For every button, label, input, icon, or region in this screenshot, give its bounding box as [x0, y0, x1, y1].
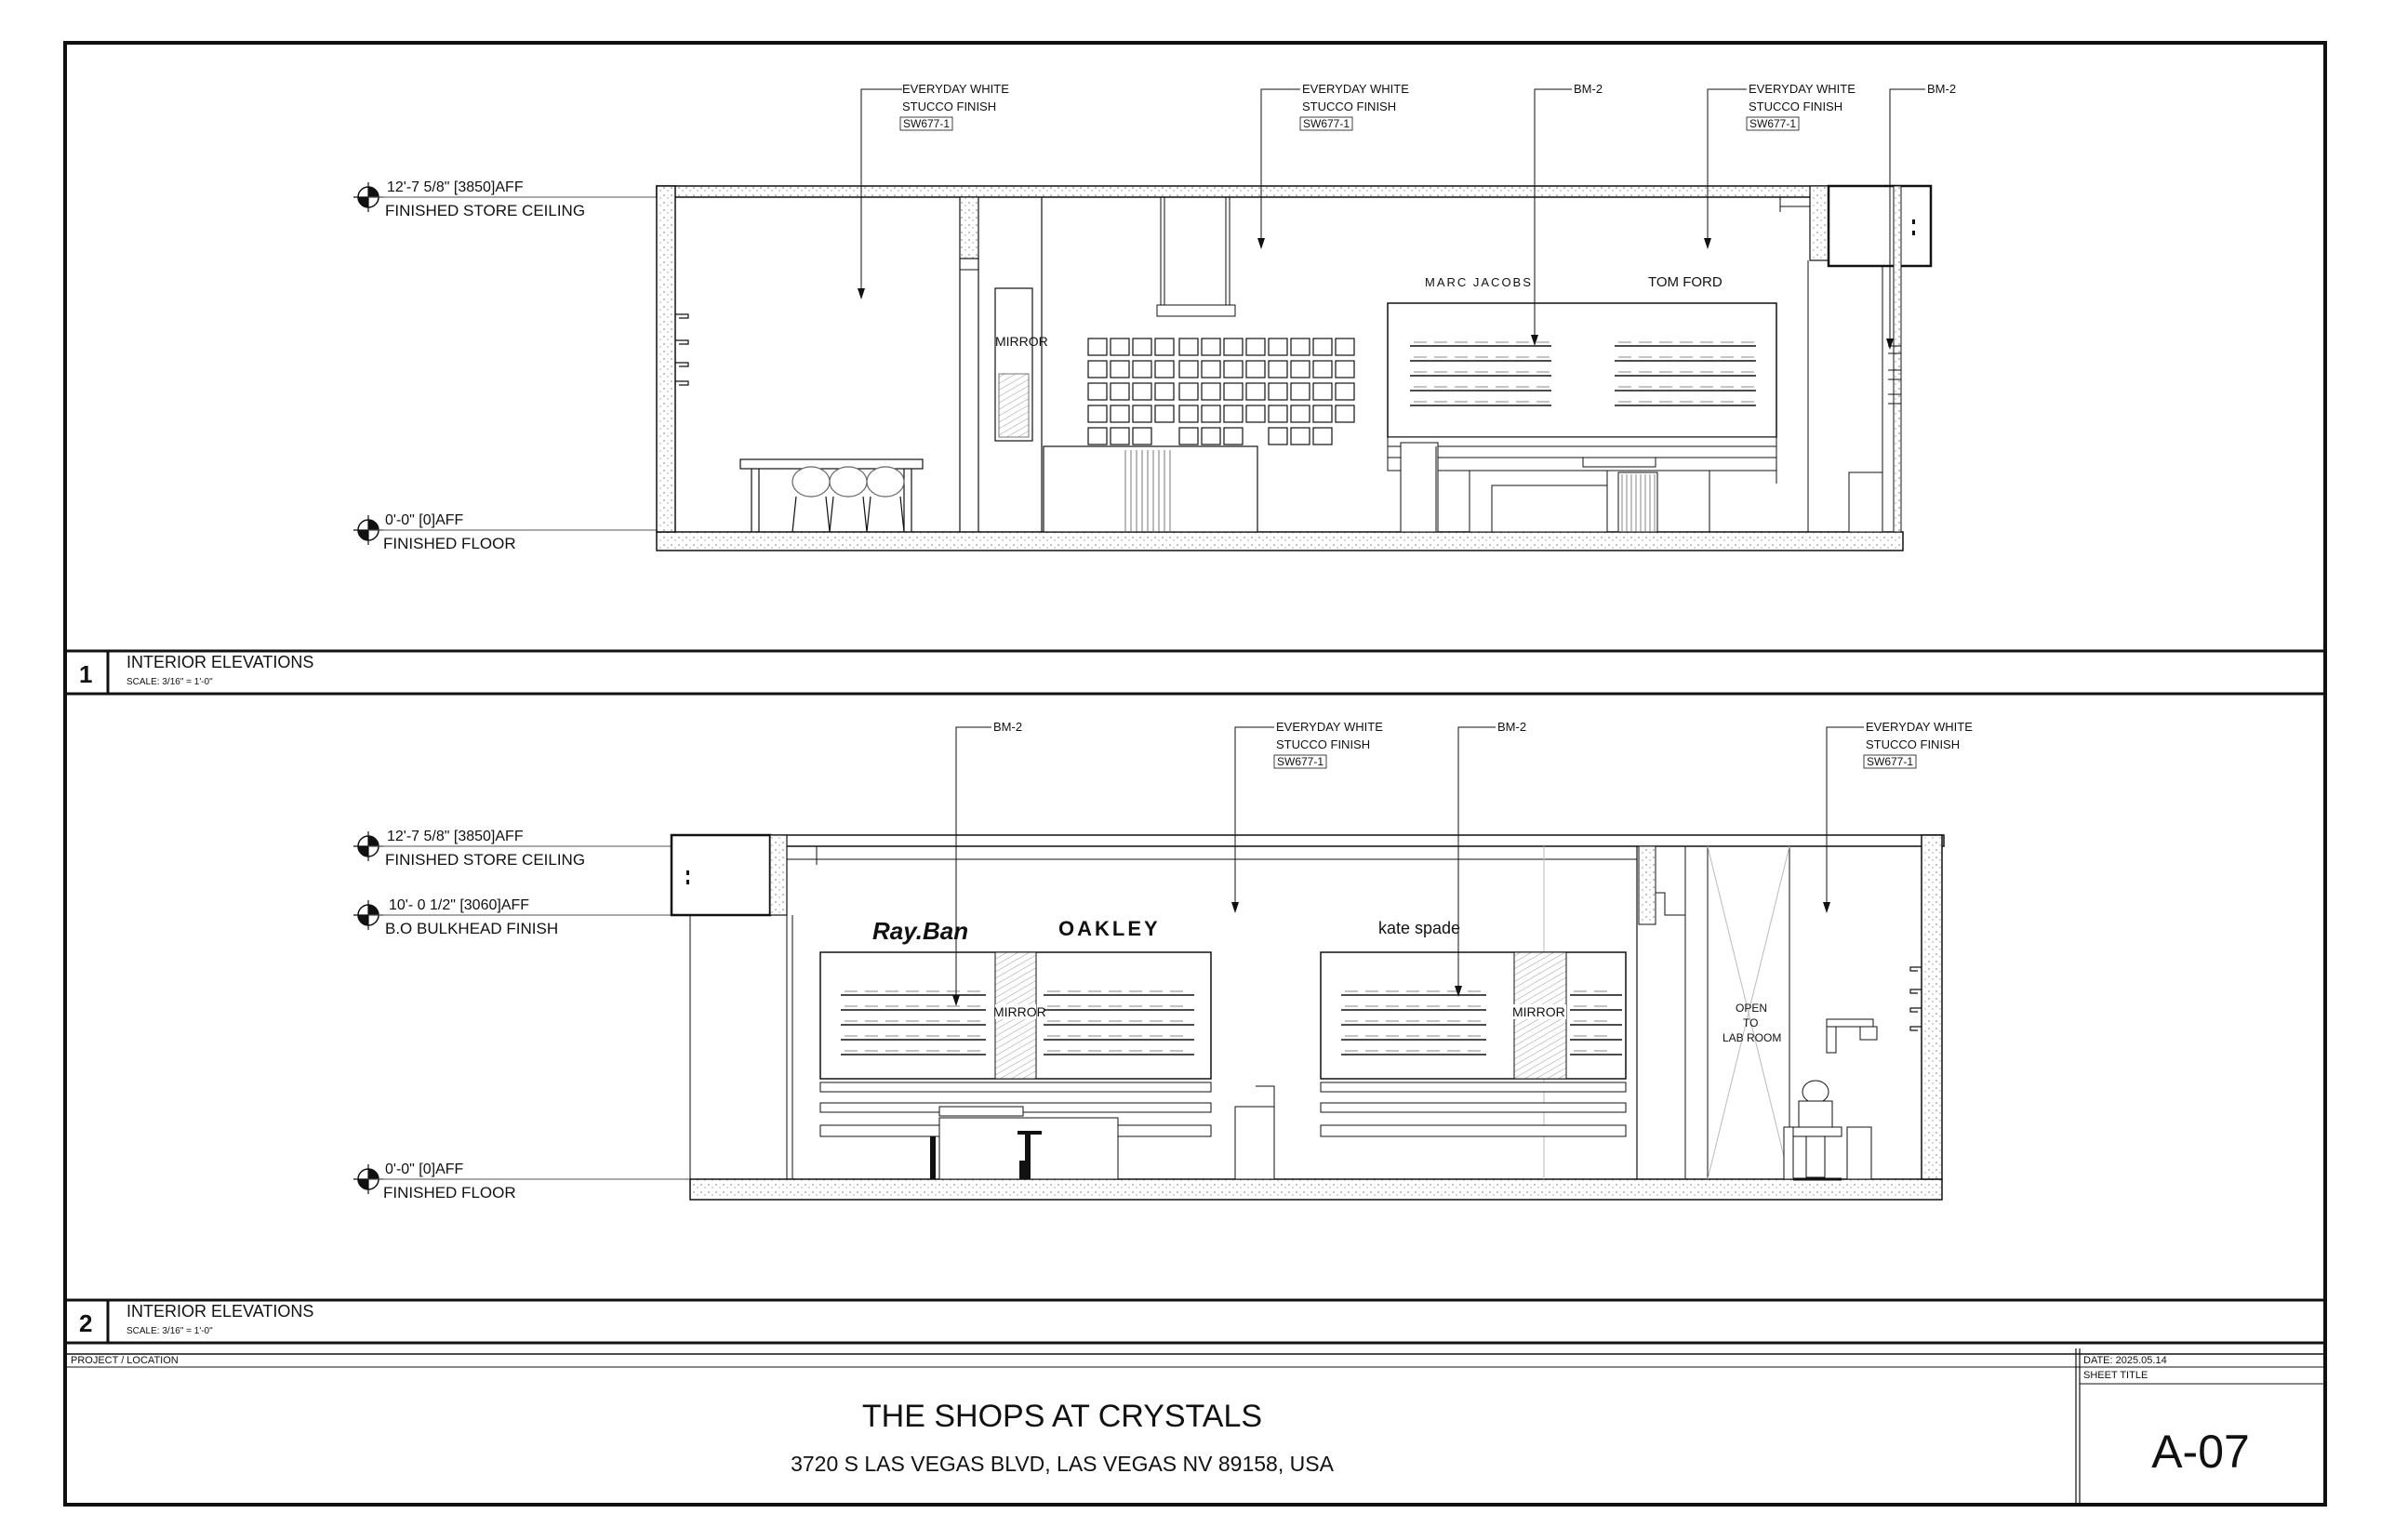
callout-line1: EVERYDAY WHITE	[1866, 720, 1973, 734]
elevation-2	[79, 720, 1973, 1337]
left-column-2	[770, 835, 787, 915]
bulkhead-box-2	[672, 835, 770, 915]
level-ceiling-value-1: 12'-7 5/8" [3850]AFF	[387, 179, 524, 195]
lab-text-2: TO	[1743, 1016, 1759, 1029]
callout-line1: EVERYDAY WHITE	[1749, 82, 1856, 96]
brand-rayban: Ray.Ban	[872, 917, 969, 945]
level-floor-value-1: 0'-0" [0]AFF	[385, 512, 464, 528]
sheet-title-label: SHEET TITLE	[2083, 1370, 2148, 1381]
brand-marc-jacobs: MARC JACOBS	[1425, 275, 1533, 289]
callout-code: SW677-1	[1749, 117, 1797, 130]
exam-chair-2	[1784, 1019, 1877, 1179]
callout-line2: STUCCO FINISH	[1749, 100, 1843, 113]
display-case-left-2	[820, 917, 1211, 1179]
drawing-title-1: INTERIOR ELEVATIONS	[126, 653, 314, 671]
callout-code: SW677-1	[1303, 117, 1350, 130]
column-right-1	[1810, 186, 1829, 260]
floor-slab-2	[690, 1179, 1942, 1200]
left-wall-1	[657, 186, 675, 532]
callout-e1-2	[1257, 82, 1409, 249]
floor-slab-1	[657, 532, 1903, 551]
counter-1	[1044, 446, 1257, 532]
display-case-right-2	[1321, 919, 1626, 1136]
level-floor-label-1: FINISHED FLOOR	[383, 535, 516, 552]
callout-line1: EVERYDAY WHITE	[902, 82, 1009, 96]
pendant-light-1	[1157, 197, 1235, 316]
bulkhead-box-1	[1829, 186, 1931, 266]
mirror-label-1: MIRROR	[995, 334, 1048, 349]
brand-display-case-1	[1388, 274, 1776, 532]
callout-code: SW677-1	[1867, 755, 1914, 768]
level-marker-floor-2	[353, 1162, 690, 1201]
sheet-border	[65, 43, 2325, 1505]
level-ceiling-label-1: FINISHED STORE CEILING	[385, 202, 586, 219]
mirror-label-2a: MIRROR	[993, 1004, 1046, 1019]
brand-kate-spade: kate spade	[1378, 919, 1461, 937]
level-floor-label-2: FINISHED FLOOR	[383, 1184, 516, 1201]
sheet-date: DATE: 2025.05.14	[2083, 1355, 2167, 1366]
project-address: 3720 S LAS VEGAS BLVD, LAS VEGAS NV 89158, USA	[791, 1452, 1334, 1476]
callout-code: SW677-1	[1277, 755, 1324, 768]
lab-text-1: OPEN	[1736, 1002, 1768, 1015]
drawing-scale-2: SCALE: 3/16" = 1'-0"	[126, 1326, 213, 1336]
callout-e2-2	[1231, 720, 1383, 913]
level-ceiling-label-2: FINISHED STORE CEILING	[385, 851, 586, 869]
level-marker-floor-1	[353, 512, 660, 552]
callout-line1: BM-2	[1497, 720, 1527, 734]
level-marker-ceiling-1	[353, 179, 660, 219]
level-marker-ceiling-2	[353, 829, 672, 869]
callout-line1: BM-2	[993, 720, 1023, 734]
ceiling-slab-2	[672, 835, 1944, 846]
level-ceiling-value-2: 12'-7 5/8" [3850]AFF	[387, 829, 524, 844]
drawing-number-2: 2	[79, 1309, 93, 1337]
callout-line1: EVERYDAY WHITE	[1276, 720, 1383, 734]
table-chairs-1	[740, 459, 923, 532]
callout-line1: BM-2	[1927, 82, 1957, 96]
drawing-title-2: INTERIOR ELEVATIONS	[126, 1302, 314, 1321]
title-block	[71, 1355, 2250, 1478]
ceiling-slab-1	[657, 186, 1899, 197]
callout-e2-4	[1823, 720, 1973, 913]
drawing-number-1: 1	[79, 660, 93, 688]
project-name: THE SHOPS AT CRYSTALS	[861, 1399, 1263, 1434]
lab-text-3: LAB ROOM	[1723, 1031, 1782, 1044]
callout-line2: STUCCO FINISH	[1276, 737, 1371, 751]
elevation-1	[79, 82, 1956, 688]
right-wall-2	[1922, 835, 1942, 1179]
project-location-label: PROJECT / LOCATION	[71, 1355, 179, 1366]
brand-oakley: OAKLEY	[1058, 917, 1161, 940]
mirror-label-2b: MIRROR	[1512, 1004, 1565, 1019]
drawing-scale-1: SCALE: 3/16" = 1'-0"	[126, 677, 213, 687]
sheet-number: A-07	[2151, 1426, 2250, 1478]
level-floor-value-2: 0'-0" [0]AFF	[385, 1162, 464, 1177]
callout-line2: STUCCO FINISH	[902, 100, 997, 113]
brand-tom-ford: TOM FORD	[1648, 274, 1723, 290]
callout-line1: BM-2	[1574, 82, 1603, 96]
callout-line2: STUCCO FINISH	[1302, 100, 1397, 113]
callout-line2: STUCCO FINISH	[1866, 737, 1961, 751]
level-bulkhead-value-2: 10'- 0 1/2" [3060]AFF	[389, 897, 530, 913]
column-1	[960, 197, 978, 259]
level-bulkhead-label-2: B.O BULKHEAD FINISH	[385, 920, 559, 937]
pedestal-2	[1235, 1107, 1274, 1179]
display-grid-1	[1088, 339, 1354, 445]
callout-code: SW677-1	[903, 117, 951, 130]
callout-line1: EVERYDAY WHITE	[1302, 82, 1409, 96]
